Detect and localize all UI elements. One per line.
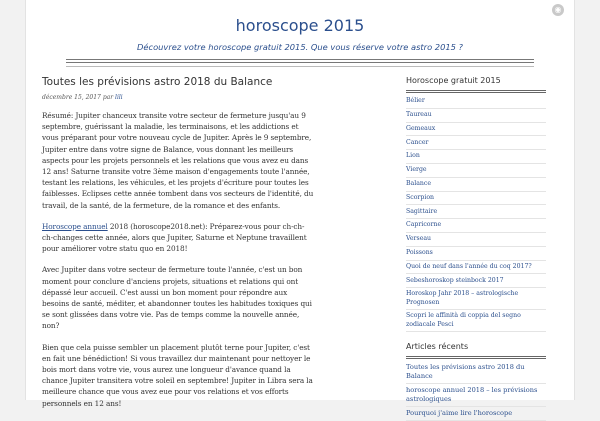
page <box>25 0 575 418</box>
main-content <box>42 76 314 419</box>
site-title[interactable]: horoscope 2015 <box>235 16 365 35</box>
sidebar-link[interactable]: Balance <box>406 178 546 192</box>
widget-horoscope-gratuit <box>406 76 546 332</box>
sidebar-link[interactable]: Cancer <box>406 136 546 150</box>
post-paragraph-4: Bien que cela puisse sembler un placement plutôt terne pour Jupiter, c'est en fait une bénédiction! Si vous travaillez dur maintenant pour nettoyer le bois mort dans votre vie, vous aurez une longueur d'avance quand la chance Jupiter transitera votre soleil en septembre! Jupiter in Libra sera la meilleure chance que vous avez eue pour vos relations et vos efforts personnels en 12 ans! <box>42 342 313 408</box>
sidebar-link[interactable]: Bélier <box>406 95 546 109</box>
sidebar <box>406 76 546 421</box>
sidebar-link[interactable]: Gemeaux <box>406 123 546 137</box>
post-title[interactable]: Toutes les prévisions astro 2018 du Balance <box>42 76 273 88</box>
site-description: Découvrez votre horoscope gratuit 2015. Que vous réserve votre astro 2015 ? <box>137 42 463 52</box>
post-paragraph-2-text: 2018 (horoscope2018.net): Préparez-vous pour ch-ch-ch-changes cette année, alors que Jupiter, Saturne et Neptune travaillent pour améliorer votre statu quo en 2018! <box>42 221 307 254</box>
recent-article-link[interactable]: Pourquoi j'aime lire l'horoscope <box>406 407 546 421</box>
widget-title-horoscope: Horoscope gratuit 2015 <box>406 76 546 93</box>
post-paragraph-2 <box>42 221 314 255</box>
sidebar-link[interactable]: Capricorne <box>406 219 546 233</box>
header-divider <box>66 59 534 63</box>
post-paragraph-3: Avec Jupiter dans votre secteur de fermeture toute l'année, c'est un bon moment pour conclure d'anciens projets, situations et relations qui ont dépassé leur accueil. C'est aussi un bon moment pour répondre aux besoins de santé, méditer, et abandonner toutes les habitudes toxiques qui se sont glissées dans votre vie. Pas de temps comme la nouvelle année, non? <box>42 265 312 331</box>
post-date: décembre 15, 2017 <box>42 94 101 101</box>
rss-icon[interactable]: ◉ <box>552 4 564 16</box>
header-divider-thin <box>66 66 534 67</box>
post-meta <box>42 94 314 101</box>
post-by: par <box>102 94 114 101</box>
widget-articles-recents <box>406 342 546 421</box>
sidebar-link[interactable]: Sagittaire <box>406 205 546 219</box>
sidebar-link[interactable]: Horoskop Jahr 2018 – astrologische Prognosen <box>406 288 546 310</box>
sidebar-link[interactable]: Taureau <box>406 109 546 123</box>
sidebar-link[interactable]: Sebeshoroskop steinbock 2017 <box>406 274 546 288</box>
horoscope-annuel-link[interactable]: Horoscope annuel <box>42 221 108 231</box>
sign-list <box>406 95 546 332</box>
post-body <box>42 110 314 409</box>
recent-article-link[interactable]: Toutes les prévisions astro 2018 du Balance <box>406 361 546 384</box>
recent-list <box>406 361 546 421</box>
sidebar-link[interactable]: Vierge <box>406 164 546 178</box>
sidebar-link[interactable]: Poissons <box>406 247 546 261</box>
sidebar-link[interactable]: Lion <box>406 150 546 164</box>
widget-title-recent: Articles récents <box>406 342 546 359</box>
sidebar-link[interactable]: Verseau <box>406 233 546 247</box>
post-author[interactable]: lili <box>115 94 123 101</box>
sidebar-link[interactable]: Scorpion <box>406 192 546 206</box>
post-paragraph-1: Résumé: Jupiter chanceux transite votre secteur de fermeture jusqu'au 9 septembre, guérissant la maladie, les terminaisons, et les addictions et vous préparant pour votre nouveau cycle de Jupiter. Après le 9 septembre, Jupiter entre dans votre signe de Balance, vous donnant les meilleurs aspects pour les projets personnels et les relations que vous avez eu dans 12 ans! Saturne transite votre 3ème maison d'engagements toute l'année, testant les relations, les véhicules, et les projets d'écriture pour toutes les faiblesses. Eclipses cette année tombent dans vos secteurs de l'identité, du travail, de la santé, de la fermeture, de la romance et des enfants. <box>42 111 314 210</box>
sidebar-link[interactable]: Quoi de neuf dans l'année du coq 2017? <box>406 261 546 275</box>
sidebar-link[interactable]: Scopri le affinità di coppia del segno zodiacale Pesci <box>406 310 546 332</box>
recent-article-link[interactable]: horoscope annuel 2018 – les prévisions astrologiques <box>406 384 546 407</box>
